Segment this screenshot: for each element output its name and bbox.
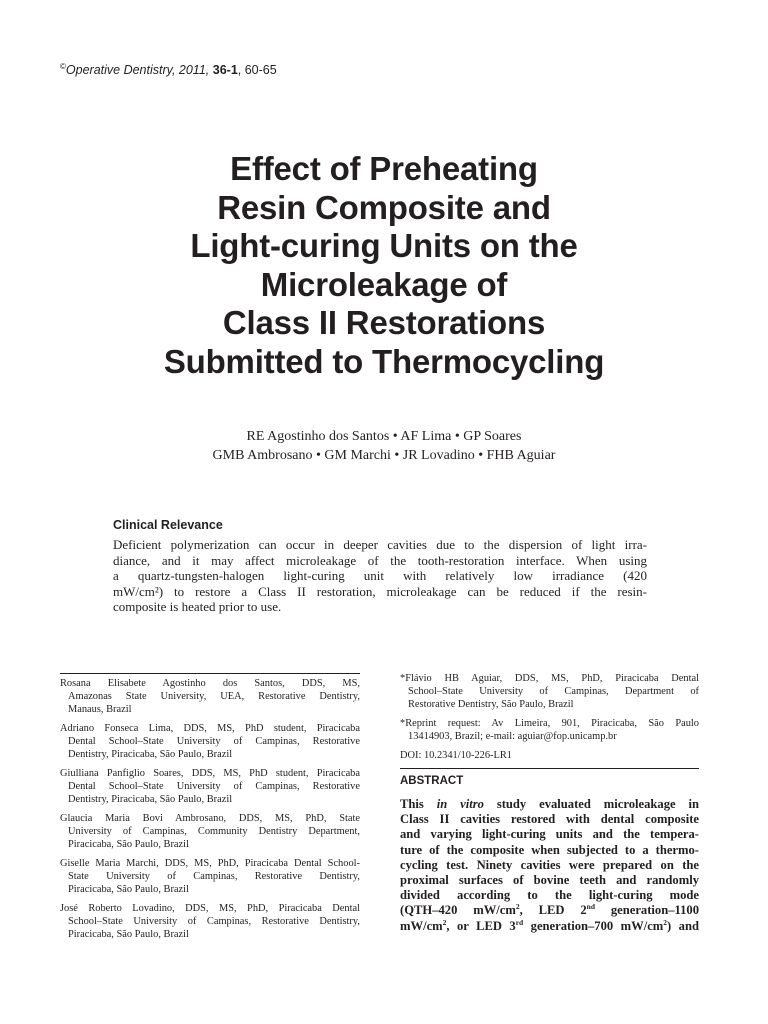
text-run: ) and [667,918,699,933]
doi: DOI: 10.2341/10-226-LR1 [400,750,512,761]
affiliation [60,857,360,896]
clinical-relevance-body [113,537,647,615]
note-line: *Reprint request: Av Limeira, 901, Piracicaba, São Paulo [400,718,699,729]
relevance-line: composite is heated prior to use. [113,599,282,615]
affiliation [60,722,360,761]
affiliation-line: Glaucia Maria Bovi Ambrosano, DDS, MS, PhD, State [60,813,360,824]
author-line: RE Agostinho dos Santos • AF Lima • GP Soares [246,429,522,444]
affiliation-line: Manaus, Brazil [68,704,132,715]
abstract-line: Class II cavities restored with dental composite [400,812,699,827]
affiliation-line: Dental School–State University of Campinas, Restorative [68,781,360,792]
section-rule [400,768,699,769]
superscript: rd [515,917,524,927]
affiliation-line: Dental School–State University of Campinas, Restorative [68,736,360,747]
abstract-heading: ABSTRACT [400,775,464,787]
abstract-body [400,797,699,934]
note-line: Restorative Dentistry, São Paulo, Brazil [408,699,574,710]
volume-issue: 36-1 [212,63,238,78]
superscript: nd [586,902,596,912]
affiliation-line: Adriano Fonseca Lima, DDS, MS, PhD student, Piracicaba [60,723,360,734]
affiliation-line: Giselle Maria Marchi, DDS, MS, PhD, Piracicaba Dental School- [60,858,360,869]
footnote-rule [60,673,360,674]
affiliation [60,812,360,851]
reprint-request [400,717,699,743]
affiliation [60,902,360,941]
text-run: This [400,797,437,811]
abstract-line [400,919,699,934]
text-run: , or LED 3 [446,918,516,933]
affiliation [60,767,360,806]
affiliation-line: School–State University of Campinas, Restorative Dentistry, [68,916,360,927]
clinical-relevance-heading: Clinical Relevance [113,518,223,532]
note-line: School–State University of Campinas, Department of [408,686,699,697]
author-list [0,428,768,465]
affiliation-line: Dentistry, Piracicaba, São Paulo, Brazil [68,794,233,805]
journal-name-year: Operative Dentistry, 2011, [65,63,210,78]
text-run: (QTH–420 mW/cm [400,903,516,918]
title-line: Class II Restorations [222,304,546,341]
title-line: Resin Composite and [217,188,551,226]
affiliation-line: Piracicaba, São Paulo, Brazil [68,929,189,940]
title-line: Light-curing Units on the [190,227,578,264]
affiliation-line: University of Campinas, Community Dentistry Department, [68,826,360,837]
title-line: Submitted to Thermocycling [163,342,605,380]
abstract-line: cycling test. Ninety cavities were prepared on the [400,857,699,872]
italic-term: in vitro [436,797,484,811]
affiliation-line: Giulliana Panfiglio Soares, DDS, MS, PhD student, Piracicaba [60,768,360,779]
affiliation [60,677,360,716]
superscript: 2 [515,902,520,912]
relevance-line: mW/cm²) to restore a Class II restoration, microleakage can be reduced if the resin- [113,583,647,599]
title-line: Effect of Preheating [230,150,538,187]
text-run: mW/cm [400,918,443,933]
affiliation-line: Rosana Elisabete Agostinho dos Santos, DDS, MS, [60,678,360,689]
affiliation-line: José Roberto Lovadino, DDS, MS, PhD, Piracicaba Dental [60,903,360,914]
clinical-relevance [113,518,647,615]
abstract-line: ture of the composite when subjected to a thermo- [400,842,699,857]
affiliations-column [60,673,360,947]
text-run: generation–700 mW/cm [523,918,664,933]
text-run: , LED 2 [519,903,587,918]
page-range: , 60-65 [237,63,277,78]
text-run: study evaluated microleakage in [483,797,700,811]
relevance-line: diance, and it may affect microleakage of the tooth-restoration interface. When using [113,552,647,568]
abstract-line: and varying light-curing units and the tempera- [400,827,699,842]
abstract-line: divided according to the light-curing mode [400,888,699,903]
right-column [400,672,699,934]
abstract-line [400,797,699,812]
author-line: GMB Ambrosano • GM Marchi • JR Lovadino • FHB Aguiar [212,447,556,463]
affiliation-line: Amazonas State University, UEA, Restorative Dentistry, [68,691,360,702]
relevance-line: Deficient polymerization can occur in deeper cavities due to the dispersion of light irra- [113,537,647,552]
journal-citation [60,62,277,77]
corresponding-author [400,672,699,711]
abstract-line: proximal surfaces of bovine teeth and randomly [400,873,699,888]
note-line: *Flávio HB Aguiar, DDS, MS, PhD, Piracicaba Dental [400,673,699,684]
text-run: generation–1100 [595,903,700,918]
abstract-line [400,903,699,918]
affiliation-line: Piracicaba, São Paulo, Brazil [68,884,189,895]
affiliation-line: Dentistry, Piracicaba, São Paulo, Brazil [68,749,233,760]
superscript: 2 [442,917,447,927]
title-line: Microleakage of [260,265,508,303]
superscript: 2 [663,917,668,927]
affiliation-line: State University of Campinas, Restorative Dentistry, [68,871,360,882]
article-title [0,150,768,381]
copyright-symbol: © [60,62,66,71]
relevance-line: a quartz-tungsten-halogen light-curing unit with relatively low irradiance (420 [113,568,647,584]
note-line: 13414903, Brazil; e-mail: aguiar@fop.unicamp.br [408,731,617,742]
affiliation-line: Piracicaba, São Paulo, Brazil [68,839,189,850]
